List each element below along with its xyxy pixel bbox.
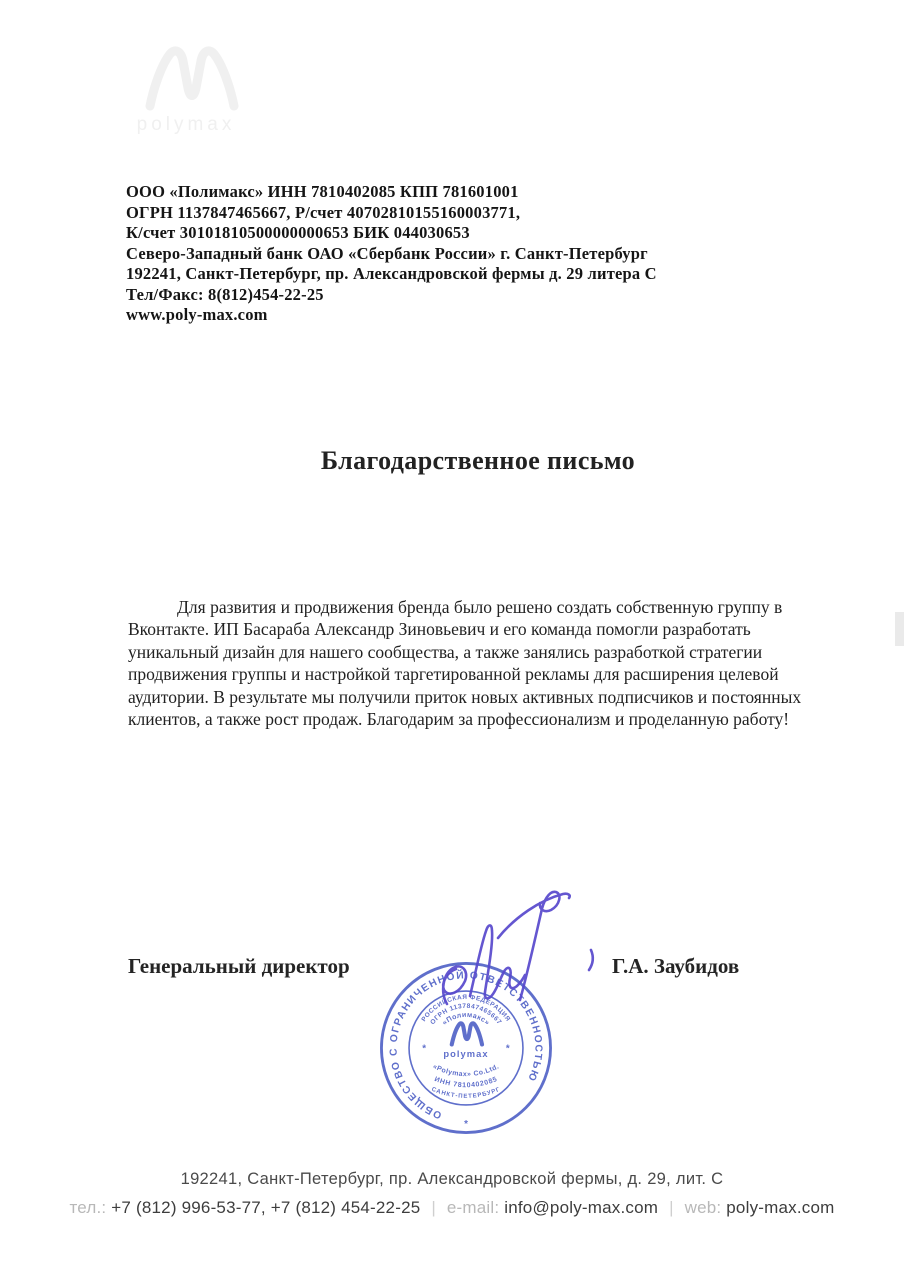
- footer-email-label: e-mail:: [446, 1198, 500, 1217]
- header-line: ООО «Полимакс» ИНН 7810402085 КПП 781601001: [126, 182, 519, 201]
- stamp-brand-en-text: «Polymax» Co.Ltd.: [431, 1063, 501, 1079]
- footer-tel-value: +7 (812) 996-53-77, +7 (812) 454-22-25: [111, 1198, 421, 1217]
- letter-body: [128, 596, 858, 730]
- footer: [0, 1170, 904, 1218]
- stamp-inn-text: ИНН 7810402085: [433, 1075, 499, 1090]
- director-signature: [420, 880, 605, 1045]
- stamp-brand-ru-text: «Полимакс»: [440, 1010, 492, 1027]
- footer-web-label: web:: [684, 1198, 722, 1217]
- footer-address: 192241, Санкт-Петербург, пр. Александровской фермы, д. 29, лит. С: [180, 1170, 724, 1188]
- director-name: Г.А. Заубидов: [612, 954, 740, 978]
- header-line: Тел/Факс: 8(812)454-22-25: [126, 284, 324, 304]
- footer-email-value: info@poly-max.com: [504, 1198, 659, 1217]
- stamp-outer-text: ОБЩЕСТВО С ОГРАНИЧЕННОЙ ОТВЕТСТВЕННОСТЬЮ: [388, 970, 544, 1121]
- body-line: аудитории. В результате мы получили приток новых активных подписчиков и постоянных: [128, 686, 802, 707]
- stamp-city-text: САНКТ-ПЕТЕРБУРГ: [430, 1086, 502, 1100]
- director-role-label: Генеральный директор: [128, 954, 350, 978]
- header-line: 192241, Санкт-Петербург, пр. Александровской фермы д. 29 литера С: [126, 264, 657, 283]
- footer-tel-label: тел.:: [69, 1198, 107, 1217]
- footer-contacts: [0, 1198, 904, 1218]
- footer-separator: |: [669, 1198, 674, 1217]
- header-website: www.poly-max.com: [126, 305, 268, 324]
- stamp-ogrn-text: ОГРН 1137847465667: [429, 1002, 503, 1027]
- body-line: клиентов, а также рост продаж. Благодарим за профессионализм и проделанную работу!: [128, 709, 790, 730]
- body-line: продвижения группы и настройкой таргетированной рекламы для расширения целевой: [128, 664, 779, 685]
- header-line: К/счет 30101810500000000653 БИК 044030653: [126, 223, 470, 242]
- scan-artifact: [895, 612, 904, 646]
- watermark-logo: [88, 28, 278, 143]
- footer-web-value: poly-max.com: [726, 1198, 835, 1217]
- polymax-logo-icon: [88, 28, 278, 143]
- stamp-country-text: РОССИЙСКАЯ ФЕДЕРАЦИЯ: [420, 993, 512, 1024]
- watermark-text: polymax: [136, 114, 236, 135]
- body-line: Для развития и продвижения бренда было решено создать собственную группу в: [177, 597, 783, 617]
- stamp-star-right: *: [505, 1043, 510, 1055]
- letter-title: Благодарственное письмо: [320, 446, 636, 475]
- stamp-logo-text: polymax: [443, 1048, 489, 1059]
- footer-separator: |: [431, 1198, 436, 1217]
- stamp-star-bottom: *: [464, 1119, 468, 1131]
- header-line: Северо-Западный банк ОАО «Сбербанк России» г. Санкт-Петербург: [126, 243, 648, 263]
- header-line: ОГРН 1137847465667, Р/счет 40702810155160003771,: [126, 202, 521, 222]
- body-line: Вконтакте. ИП Басараба Александр Зиновьевич и его команда помогли разработать: [128, 619, 751, 640]
- stamp-star-left: *: [422, 1043, 427, 1055]
- company-header: [126, 182, 657, 326]
- body-line: уникальный дизайн для нашего сообщества, а также занялись разработкой стратегии: [128, 641, 763, 662]
